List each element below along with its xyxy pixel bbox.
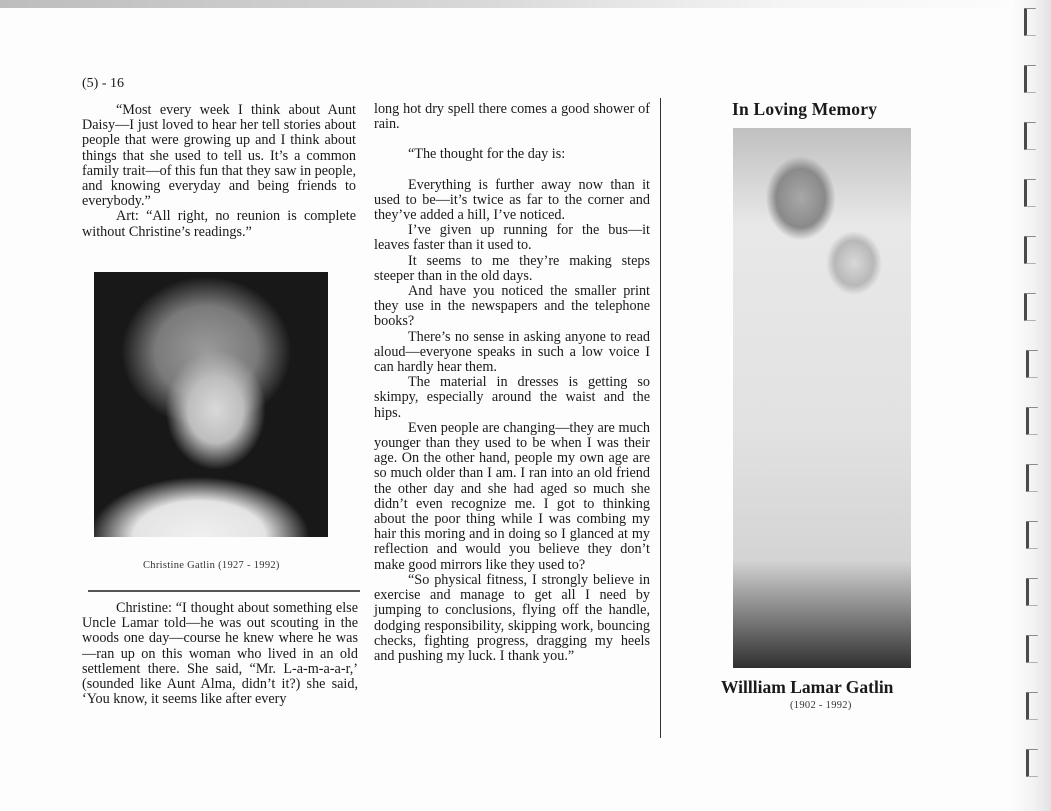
paragraph: “Most every week I think about Aunt Daisy—I just loved to hear her tell stories about people that were growing up and I think about things that she used to tell us. It’s a common family trait—of this fun that they saw in people, and knowing everyday and being friends to everybody.” (82, 102, 356, 210)
binding-ring (1026, 464, 1038, 492)
column-1-top-text (82, 103, 356, 240)
binding-ring (1026, 692, 1038, 720)
binding-ring (1026, 578, 1038, 606)
memorial-dates: (1902 - 1992) (790, 700, 852, 711)
column-1-bottom-text (82, 601, 358, 707)
paragraph: It seems to me they’re making steps steeper than in the old days. (374, 252, 650, 284)
binding-ring (1026, 407, 1038, 435)
binding-ring (1026, 521, 1038, 549)
paragraph: “So physical fitness, I strongly believe in exercise and manage to get all I need by jumping to conclusions, flying off the handle, dodging responsibility, skipping work, bouncing checks, fighting progress, dragging my heels and pushing my luck. I thank you.” (374, 571, 650, 664)
paragraph: Christine: “I thought about something else Uncle Lamar told—he was out scouting in the woods one day—course he knew where he was—ran up on this woman who lived in an old settlement there. She said, “Mr. L-a-m-a-a-r,’ (sounded like Aunt Alma, didn’t it?) she said, ‘You know, it seems like after every (82, 600, 358, 708)
christine-gatlin-photo (94, 272, 328, 537)
paragraph: I’ve given up running for the bus—it leaves faster than it used to. (374, 222, 650, 254)
column-2-text (374, 102, 650, 664)
binding-ring (1024, 179, 1036, 207)
binding-ring (1024, 65, 1036, 93)
binding-ring (1024, 236, 1036, 264)
scan-edge-shadow (0, 0, 1051, 8)
binding-ring (1024, 122, 1036, 150)
binding-ring (1024, 293, 1036, 321)
spiral-binding (1010, 0, 1051, 811)
paragraph: Art: “All right, no reunion is complete without Christine’s readings.” (82, 208, 356, 240)
page-number: (5) - 16 (82, 76, 124, 91)
paragraph: Everything is further away now than it used to be—it’s twice as far to the corner and they’ve added a hill, I’ve noticed. (374, 176, 650, 224)
binding-ring (1024, 8, 1036, 36)
paragraph: long hot dry spell there comes a good shower of rain. (374, 101, 650, 133)
paragraph: The material in dresses is getting so skimpy, especially around the waist and the hips. (374, 374, 650, 421)
paragraph: “The thought for the day is: (408, 146, 566, 163)
binding-ring (1026, 635, 1038, 663)
paragraph: There’s no sense in asking anyone to read aloud—everyone speaks in such a low voice I can hardly hear them. (374, 328, 650, 376)
horizontal-rule (88, 590, 360, 592)
memorial-title: In Loving Memory (732, 99, 878, 119)
paragraph: Even people are changing—they are much younger than they used to be when I was their age. On the other hand, people my own age are so much older than I am. I ran into an old friend the other day and she had aged so much she didn’t even recognize me. I got to thinking about the poor thing while I was combing my hair this moring and in doing so I glanced at my reflection and would you believe they don’t make good mirrors like they used to? (374, 419, 650, 573)
christine-photo-caption: Christine Gatlin (1927 - 1992) (143, 560, 280, 571)
column-divider (660, 98, 661, 738)
memorial-name: Willliam Lamar Gatlin (721, 677, 894, 697)
paragraph: And have you noticed the smaller print they use in the newspapers and the telephone books? (374, 283, 650, 330)
binding-ring (1026, 749, 1038, 777)
binding-ring (1026, 350, 1038, 378)
william-gatlin-photo (733, 128, 911, 668)
